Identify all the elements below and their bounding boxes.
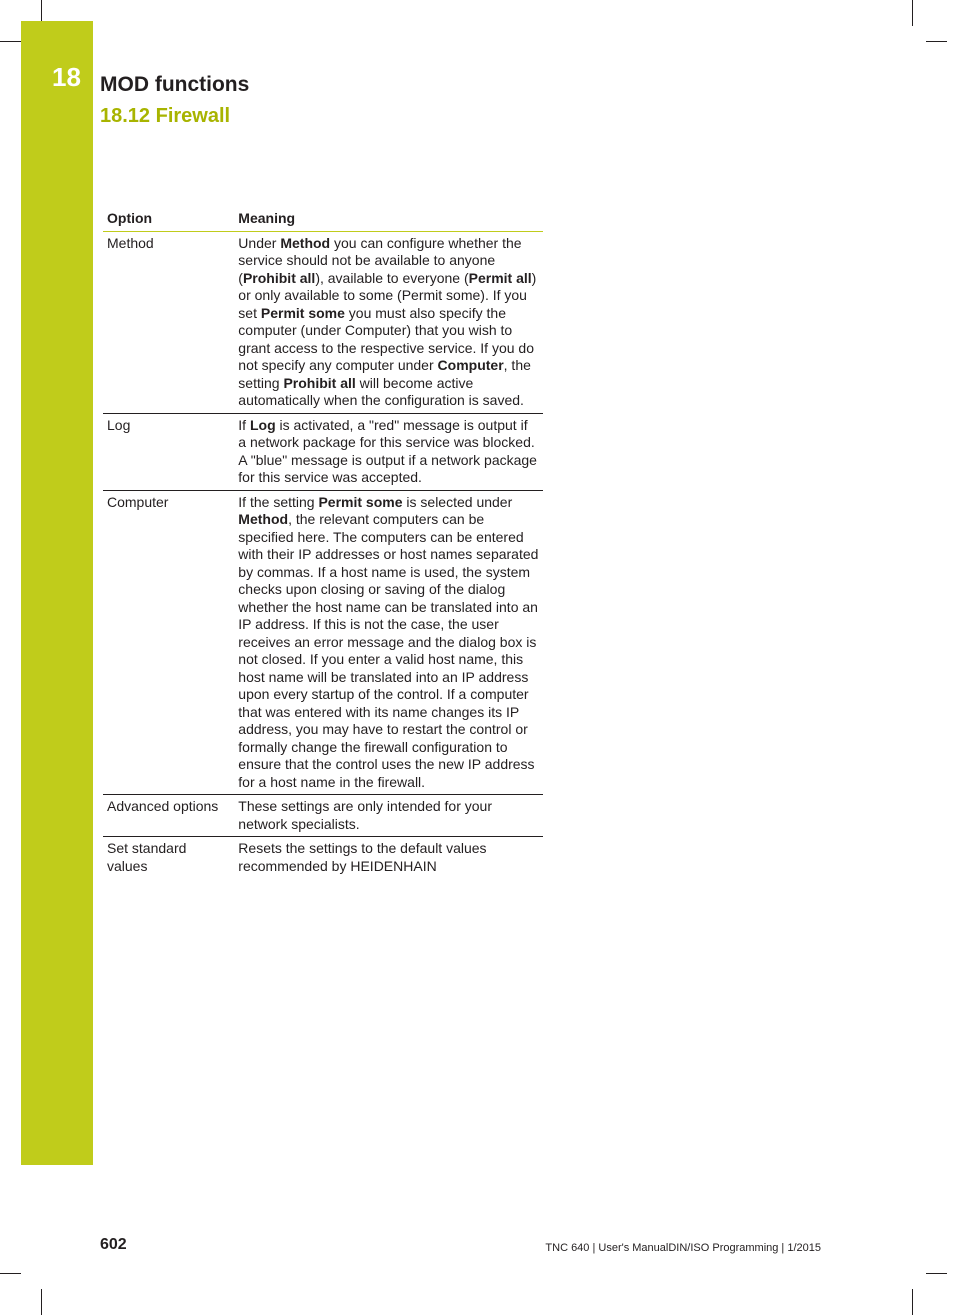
chapter-title: MOD functions	[100, 73, 250, 96]
emphasized-term: Method	[280, 234, 331, 251]
meaning-text: Resets the settings to the default values recommended by HEIDENHAIN	[238, 840, 487, 874]
meaning-text: If the setting Permit some is selected under Method, the relevant computers can be specified here. The computers can be entered with their IP addresses or host names separated by commas. If a host name is used, the system checks upon closing or saving of the dialog whether the host name can be translated into an IP address. If this is not the case, the user receives an error message and the dialog box is not closed. If you enter a valid host name, this host name will be translated into an IP address upon every startup of the control. If a computer that was entered with its name changes its IP address, you may have to restart the control or formally change the firewall configuration to ensure that the control uses the new IP address for a host name in the firewall.	[238, 493, 539, 790]
meaning-cell	[234, 231, 543, 413]
table-row	[103, 231, 543, 413]
section-title: 18.12 Firewall	[100, 105, 231, 127]
table-row	[103, 413, 543, 490]
table-header-row	[103, 209, 543, 231]
option-cell: Computer	[103, 490, 234, 795]
emphasized-term: Prohibit all	[283, 374, 356, 391]
page-number: 602	[100, 1236, 127, 1253]
crop-mark	[0, 1273, 21, 1274]
emphasized-term: Method	[238, 511, 289, 527]
chapter-sidebar	[21, 21, 93, 1165]
emphasized-term: Log	[249, 416, 276, 433]
option-cell: Method	[103, 231, 234, 413]
emphasized-term: Permit all	[468, 269, 532, 286]
emphasized-term: Permit some	[260, 304, 345, 321]
chapter-number: 18	[52, 62, 81, 92]
crop-mark	[912, 0, 913, 26]
emphasized-term: Prohibit all	[242, 269, 316, 286]
meaning-cell	[234, 837, 543, 879]
crop-mark	[912, 1289, 913, 1315]
meaning-text: If Log is activated, a "red" message is output if a network package for this service was blocked. A "blue" message is output if a network package for this service was accepted.	[238, 416, 537, 485]
meaning-cell	[234, 795, 543, 837]
meaning-text: Under Method you can configure whether the service should not be available to anyone (Prohibit all), available to everyone (Permit all) or only available to some (Permit some). If you set Permit some you must also specify the computer (under Computer) that you wish to grant access to the respective service. If you do not specify any computer under Computer, the setting Prohibit all will become active automatically when the configuration is saved.	[238, 234, 537, 408]
emphasized-term: Permit some	[318, 493, 403, 510]
option-cell: Advanced options	[103, 795, 234, 837]
table-row	[103, 837, 543, 879]
column-header-option: Option	[103, 209, 234, 231]
options-table	[103, 209, 543, 878]
crop-mark	[0, 41, 21, 42]
table-row	[103, 490, 543, 795]
option-cell: Set standard values	[107, 840, 187, 874]
meaning-cell	[234, 490, 543, 795]
meaning-cell	[234, 413, 543, 490]
emphasized-term: Computer	[437, 357, 504, 373]
footer-doc-info: TNC 640 | User's ManualDIN/ISO Programming | 1/2015	[545, 1242, 821, 1254]
crop-mark	[926, 1273, 947, 1274]
crop-mark	[926, 41, 947, 42]
meaning-text: These settings are only intended for your network specialists.	[238, 798, 492, 832]
crop-mark	[41, 1289, 42, 1315]
column-header-meaning: Meaning	[234, 209, 543, 231]
option-cell: Log	[103, 413, 234, 490]
table-row	[103, 795, 543, 837]
